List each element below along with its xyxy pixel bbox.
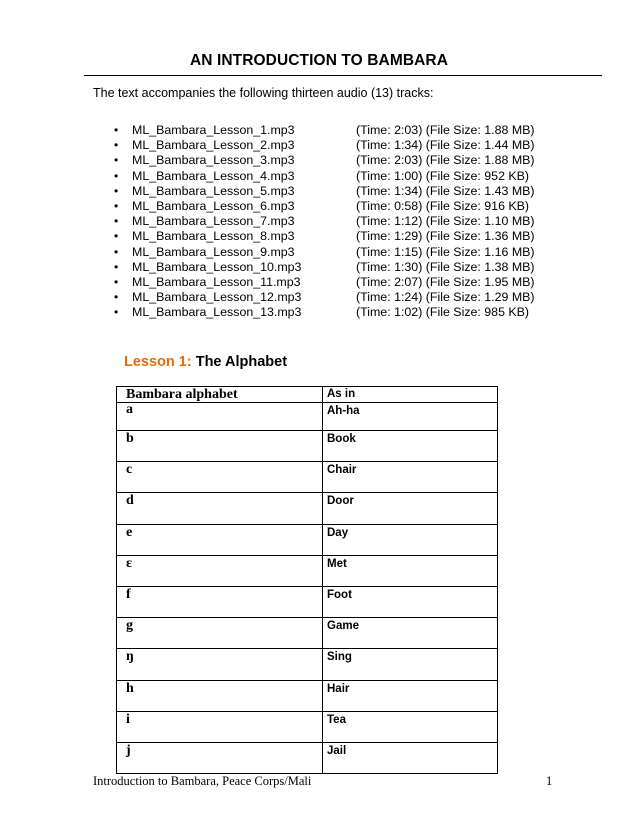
list-item [0,153,638,168]
list-item [0,260,638,275]
track-info: (Time: 2:07) (File Size: 1.95 MB) [356,274,535,289]
track-info: (Time: 1:12) (File Size: 1.10 MB) [356,214,535,229]
track-info: (Time: 2:03) (File Size: 1.88 MB) [356,153,535,168]
table-row [117,586,498,617]
track-info: (Time: 1:24) (File Size: 1.29 MB) [356,290,535,305]
track-filename: ML_Bambara_Lesson_1.mp3 [132,123,295,137]
column-header-as-in: As in [323,387,498,403]
title-divider [84,75,602,76]
track-info: (Time: 1:02) (File Size: 985 KB) [356,305,530,320]
bullet-icon: • [114,198,119,213]
list-item [0,214,638,229]
example-word: Day [323,524,498,555]
example-word: Hair [323,680,498,711]
track-info: (Time: 1:00) (File Size: 952 KB) [356,168,530,183]
table-row [117,403,498,431]
example-word: Game [323,618,498,649]
table-row [117,555,498,586]
bambara-letter: e [117,524,323,555]
bambara-letter: h [117,680,323,711]
bullet-icon: • [114,123,119,137]
track-info: (Time: 1:15) (File Size: 1.16 MB) [356,244,535,259]
bambara-letter: f [117,586,323,617]
example-word: Door [323,493,498,524]
table-header-row [117,387,498,403]
list-item [0,275,638,290]
bambara-letter: i [117,711,323,742]
list-item [0,245,638,260]
table-row [117,524,498,555]
track-filename: ML_Bambara_Lesson_10.mp3 [132,259,302,274]
example-word: Met [323,555,498,586]
lesson-number: Lesson 1: [124,354,192,370]
bullet-icon: • [114,259,119,274]
example-word: Sing [323,649,498,680]
list-item [0,290,638,305]
page-title: AN INTRODUCTION TO BAMBARA [189,52,449,69]
bullet-icon: • [114,305,119,320]
track-info: (Time: 1:34) (File Size: 1.43 MB) [356,183,535,198]
list-item [0,138,638,153]
list-item [0,305,638,320]
track-filename: ML_Bambara_Lesson_4.mp3 [132,168,295,183]
bullet-icon: • [114,244,119,259]
table-row [117,431,498,462]
bambara-letter: a [117,403,323,431]
track-filename: ML_Bambara_Lesson_8.mp3 [132,229,295,244]
page-number: 1 [546,774,553,788]
table-row [117,493,498,524]
bambara-letter: g [117,618,323,649]
example-word: Tea [323,711,498,742]
lesson-heading [124,354,287,370]
list-item [0,123,638,138]
bambara-letter: d [117,493,323,524]
bullet-icon: • [114,290,119,305]
table-row [117,742,498,773]
bullet-icon: • [114,138,119,153]
bambara-letter: b [117,431,323,462]
table-row [117,711,498,742]
track-info: (Time: 1:29) (File Size: 1.36 MB) [356,229,535,244]
list-item [0,199,638,214]
bullet-icon: • [114,183,119,198]
bambara-letter: c [117,462,323,493]
track-filename: ML_Bambara_Lesson_13.mp3 [132,305,302,320]
example-word: Foot [323,586,498,617]
table-row [117,462,498,493]
track-info: (Time: 0:58) (File Size: 916 KB) [356,198,530,213]
alphabet-table [116,386,498,774]
bullet-icon: • [114,214,119,229]
track-info: (Time: 2:03) (File Size: 1.88 MB) [356,123,535,137]
example-word: Book [323,431,498,462]
bullet-icon: • [114,229,119,244]
track-filename: ML_Bambara_Lesson_3.mp3 [132,153,295,168]
list-item [0,184,638,199]
example-word: Jail [323,742,498,773]
bambara-letter: ɛ [117,555,323,586]
table-row [117,618,498,649]
track-filename: ML_Bambara_Lesson_9.mp3 [132,244,295,259]
bambara-letter: j [117,742,323,773]
example-word: Ah-ha [323,403,498,431]
column-header-bambara-alphabet: Bambara alphabet [117,387,323,403]
track-list [0,123,638,320]
bullet-icon: • [114,274,119,289]
bullet-icon: • [114,153,119,168]
lesson-title: The Alphabet [195,354,288,370]
footer-text: Introduction to Bambara, Peace Corps/Mali [93,774,312,788]
bullet-icon: • [114,168,119,183]
bambara-letter: ŋ [117,649,323,680]
table-row [117,649,498,680]
track-filename: ML_Bambara_Lesson_6.mp3 [132,198,295,213]
track-filename: ML_Bambara_Lesson_7.mp3 [132,214,295,229]
track-info: (Time: 1:34) (File Size: 1.44 MB) [356,138,535,153]
table-row [117,680,498,711]
list-item [0,169,638,184]
track-info: (Time: 1:30) (File Size: 1.38 MB) [356,259,535,274]
track-filename: ML_Bambara_Lesson_11.mp3 [132,274,301,289]
intro-text: The text accompanies the following thirteen audio (13) tracks: [93,86,434,100]
track-filename: ML_Bambara_Lesson_2.mp3 [132,138,295,153]
track-filename: ML_Bambara_Lesson_5.mp3 [132,183,295,198]
track-filename: ML_Bambara_Lesson_12.mp3 [132,290,302,305]
list-item [0,229,638,244]
example-word: Chair [323,462,498,493]
